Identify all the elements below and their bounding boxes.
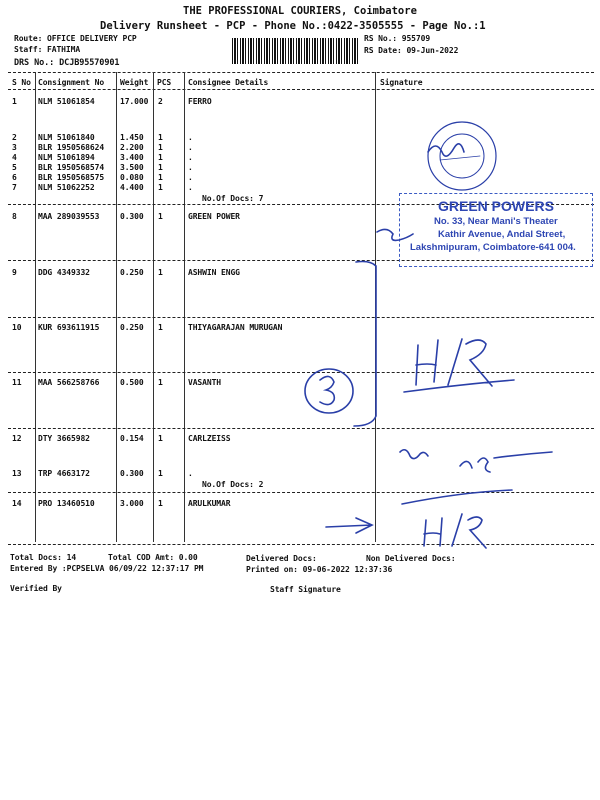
signature-icon	[377, 229, 413, 240]
total-cod: Total COD Amt: 0.00	[108, 553, 198, 562]
row-consignment: MAA 289039553	[38, 212, 100, 221]
row-weight: 3.000	[120, 499, 144, 508]
bracket-mark-icon	[354, 262, 376, 427]
row-weight: 17.000	[120, 97, 149, 106]
handwritten-note-icon	[400, 450, 428, 459]
row-pcs: 1	[158, 434, 163, 443]
row-consignment: BLR 1950568574	[38, 163, 105, 172]
row-consignee: .	[188, 469, 193, 478]
row-consignment: DDG 4349332	[38, 268, 90, 277]
row-consignment: KUR 693611915	[38, 323, 100, 332]
row-consignment: BLR 1950568575	[38, 173, 105, 182]
delivered-docs: Delivered Docs:	[246, 554, 317, 563]
row-pcs: 1	[158, 143, 163, 152]
row-consignment: BLR 1950568624	[38, 143, 105, 152]
row-consignee: THIYAGARAJAN MURUGAN	[188, 323, 283, 332]
stamp-name: GREEN POWERS	[438, 198, 554, 214]
row-consignee: .	[188, 183, 193, 192]
row-weight: 4.400	[120, 183, 144, 192]
col-pcs: PCS	[157, 78, 172, 87]
row-weight: 0.250	[120, 268, 144, 277]
signature-icon	[428, 144, 464, 156]
row-sno: 4	[12, 153, 17, 162]
row-consignee: .	[188, 133, 193, 142]
row-sno: 2	[12, 133, 17, 142]
row-sno: 5	[12, 163, 17, 172]
row-consignment: NLM 51061840	[38, 133, 95, 142]
entered-by: Entered By :PCPSELVA 06/09/22 12:37:17 PM	[10, 564, 204, 573]
row-consignment: NLM 51061894	[38, 153, 95, 162]
round-seal-icon	[428, 122, 496, 190]
header-company: THE PROFESSIONAL COURIERS, Coimbatore	[183, 5, 417, 17]
col-consignment: Consignment No	[38, 78, 105, 87]
row-sno: 3	[12, 143, 17, 152]
printed-on: Printed on: 09-06-2022 12:37:36	[246, 565, 393, 574]
col-weight: Weight	[120, 78, 149, 87]
row-sno: 11	[12, 378, 22, 387]
arrow-icon	[326, 518, 372, 533]
row-pcs: 1	[158, 378, 163, 387]
row-pcs: 1	[158, 163, 163, 172]
row-sno: 9	[12, 268, 17, 277]
stamp-address-3: Lakshmipuram, Coimbatore-641 004.	[410, 242, 576, 253]
col-consignee: Consignee Details	[188, 78, 269, 87]
row-consignee: .	[188, 173, 193, 182]
staff-signature: Staff Signature	[270, 585, 341, 594]
row-pcs: 1	[158, 268, 163, 277]
non-delivered-docs: Non Delivered Docs:	[366, 554, 456, 563]
total-docs: Total Docs: 14	[10, 553, 77, 562]
row-consignee: FERRO	[188, 97, 212, 106]
row-pcs: 1	[158, 173, 163, 182]
row-consignee: .	[188, 153, 193, 162]
verified-by: Verified By	[10, 584, 62, 593]
staff: Staff: FATHIMA	[14, 45, 81, 54]
row-consignment: DTY 3665982	[38, 434, 90, 443]
row-consignment: NLM 51062252	[38, 183, 95, 192]
group-note: No.Of Docs: 2	[202, 480, 264, 489]
col-sno: S No	[12, 78, 31, 87]
row-pcs: 1	[158, 183, 163, 192]
row-sno: 6	[12, 173, 17, 182]
row-weight: 0.154	[120, 434, 144, 443]
row-weight: 0.300	[120, 212, 144, 221]
rs-date: RS Date: 09-Jun-2022	[364, 46, 459, 55]
row-consignee: ARULKUMAR	[188, 499, 231, 508]
row-weight: 0.250	[120, 323, 144, 332]
route: Route: OFFICE DELIVERY PCP	[14, 34, 137, 43]
row-sno: 1	[12, 97, 17, 106]
row-consignee: ASHWIN ENGG	[188, 268, 240, 277]
row-sno: 14	[12, 499, 22, 508]
row-pcs: 1	[158, 499, 163, 508]
row-sno: 8	[12, 212, 17, 221]
row-pcs: 1	[158, 323, 163, 332]
row-weight: 1.450	[120, 133, 144, 142]
row-consignee: .	[188, 163, 193, 172]
stamp-address-2: Kathir Avenue, Andal Street,	[438, 229, 566, 240]
col-signature: Signature	[380, 78, 423, 87]
group-note: No.Of Docs: 7	[202, 194, 264, 203]
row-consignee: VASANTH	[188, 378, 222, 387]
row-pcs: 1	[158, 133, 163, 142]
row-weight: 3.400	[120, 153, 144, 162]
row-consignee: .	[188, 143, 193, 152]
row-pcs: 1	[158, 153, 163, 162]
row-weight: 0.080	[120, 173, 144, 182]
row-pcs: 2	[158, 97, 163, 106]
row-consignment: PRO 13460510	[38, 499, 95, 508]
row-consignment: TRP 4663172	[38, 469, 90, 478]
header-runsheet: Delivery Runsheet - PCP - Phone No.:0422-3505555 - Page No.:1	[100, 20, 486, 32]
row-consignment: MAA 566258766	[38, 378, 100, 387]
drs-number: DRS No.: DCJB95570901	[14, 58, 120, 68]
stamp-address-1: No. 33, Near Mani's Theater	[434, 216, 558, 227]
row-sno: 10	[12, 323, 22, 332]
row-weight: 3.500	[120, 163, 144, 172]
row-sno: 7	[12, 183, 17, 192]
row-consignee: CARLZEISS	[188, 434, 231, 443]
row-consignment: NLM 51061854	[38, 97, 95, 106]
row-sno: 13	[12, 469, 22, 478]
row-weight: 2.200	[120, 143, 144, 152]
row-weight: 0.500	[120, 378, 144, 387]
row-sno: 12	[12, 434, 22, 443]
row-pcs: 1	[158, 469, 163, 478]
row-pcs: 1	[158, 212, 163, 221]
row-weight: 0.300	[120, 469, 144, 478]
row-consignee: GREEN POWER	[188, 212, 240, 221]
rs-number: RS No.: 955709	[364, 34, 431, 43]
